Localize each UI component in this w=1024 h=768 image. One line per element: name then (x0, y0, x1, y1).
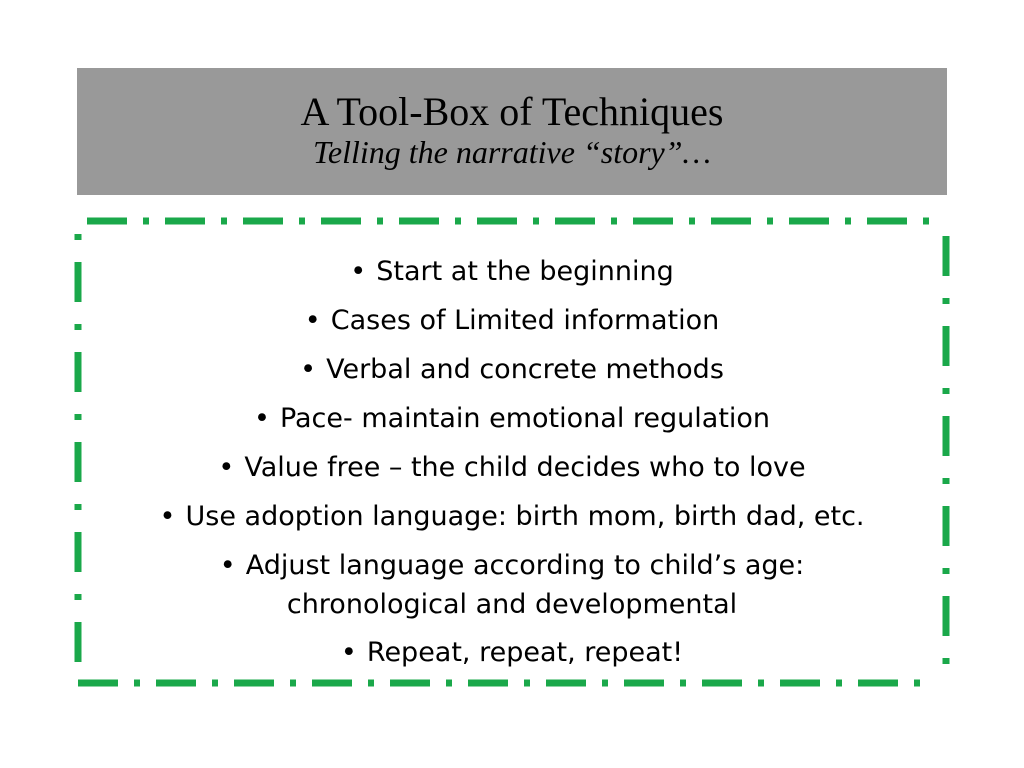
list-item (90, 301, 934, 341)
technique-list (90, 252, 934, 682)
list-item-text: Pace- maintain emotional regulation (279, 403, 771, 434)
list-item-text: Adjust language according to child’s age: (245, 550, 805, 581)
slide-title: A Tool-Box of Techniques (300, 89, 724, 134)
list-item (90, 252, 934, 292)
list-item (90, 633, 934, 673)
list-item-text: Cases of Limited information (330, 305, 720, 336)
list-item (90, 399, 934, 439)
title-banner (77, 68, 947, 195)
list-item-text: Verbal and concrete methods (326, 354, 724, 385)
list-item (90, 448, 934, 488)
list-item (90, 546, 934, 624)
list-item-text: Repeat, repeat, repeat! (366, 637, 684, 668)
list-item (90, 497, 934, 537)
list-item-text: Value free – the child decides who to love (244, 452, 806, 483)
list-item-text: Start at the beginning (376, 256, 674, 287)
list-item-text-continuation: chronological and developmental (286, 589, 738, 620)
list-item-text: Use adoption language: birth mom, birth dad, etc. (185, 501, 865, 532)
list-item (90, 350, 934, 390)
slide-subtitle: Telling the narrative “story”… (313, 134, 711, 170)
